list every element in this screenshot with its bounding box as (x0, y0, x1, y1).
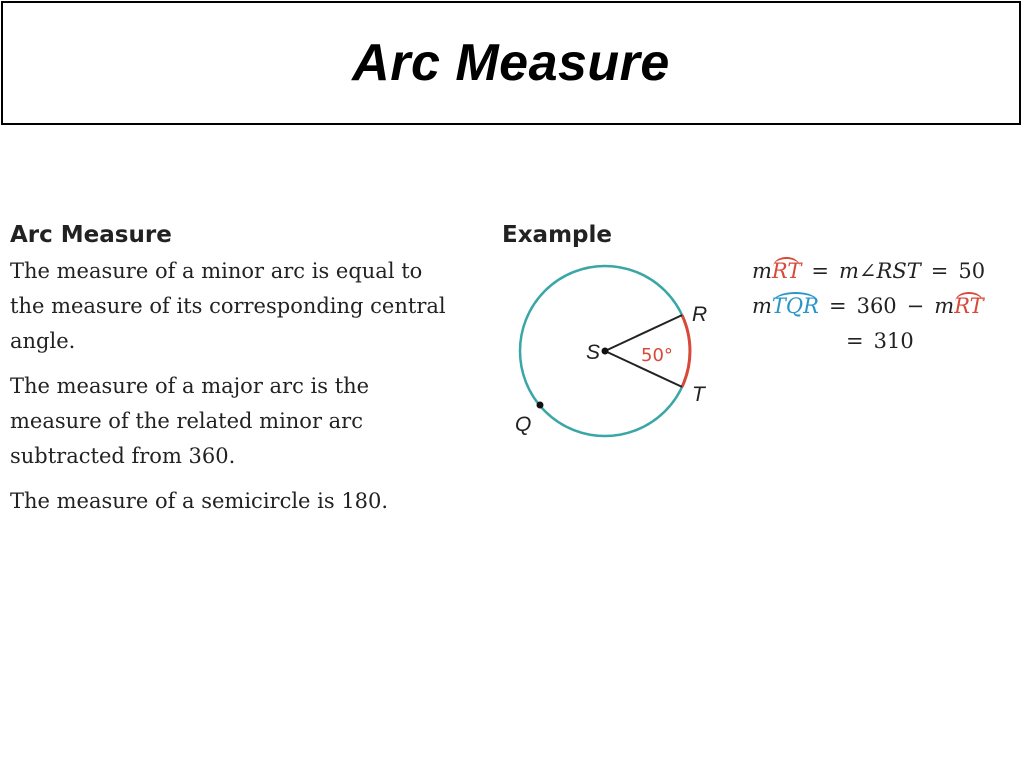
equals-sign: = (828, 294, 847, 318)
equals-sign: = (846, 329, 864, 353)
equations (752, 254, 1020, 359)
measure-symbol: m (752, 259, 772, 283)
definition-paragraph-minor-arc: The measure of a minor arc is equal to the measure of its corresponding central angle. (10, 259, 446, 353)
equals-sign: = (930, 259, 949, 283)
point-q (537, 402, 544, 409)
slide-title: Arc Measure (352, 34, 670, 92)
arc-rt: RT (954, 289, 983, 324)
measure-symbol: m (838, 259, 859, 283)
equals-sign: = (811, 259, 829, 283)
example-heading: Example (502, 222, 612, 248)
point-label-q: Q (515, 413, 532, 436)
angle-symbol: ∠ (858, 259, 877, 283)
arc-rt: RT (772, 254, 801, 289)
value-50: 50 (958, 259, 986, 283)
center-label-s: S (586, 341, 601, 364)
equation-line-1 (752, 254, 1020, 289)
arc-tqr: TQR (772, 289, 819, 324)
value-360: 360 (856, 294, 897, 318)
point-label-t: T (692, 383, 705, 406)
circle-figure (500, 255, 740, 455)
definition-paragraph-semicircle: The measure of a semicircle is 180. (10, 489, 389, 513)
angle-label: 50° (641, 345, 673, 366)
angle-rst: RST (876, 259, 921, 283)
measure-symbol: m (752, 294, 772, 318)
definition-heading: Arc Measure (10, 222, 172, 248)
equation-line-2 (752, 289, 1020, 324)
point-label-r: R (692, 303, 708, 326)
measure-symbol: m (934, 294, 955, 318)
definition-panel (10, 220, 450, 529)
center-point-s (602, 348, 609, 355)
minor-arc-rt (682, 315, 690, 387)
title-box (1, 1, 1021, 125)
value-310: 310 (873, 329, 914, 353)
equation-line-3 (752, 324, 1020, 359)
minus-sign: − (906, 294, 925, 318)
definition-paragraph-major-arc: The measure of a major arc is the measure of the related minor arc subtracted from 360. (10, 374, 370, 468)
